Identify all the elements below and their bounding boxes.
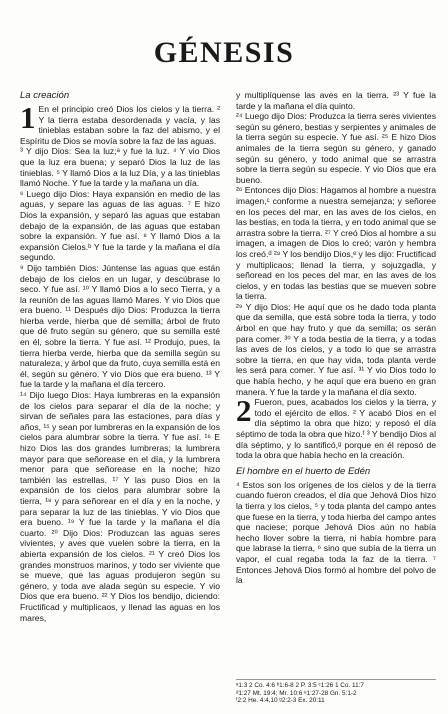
verses-6-8: ⁶ Luego dijo Dios: Haya expansión en medio de las aguas, y separe las aguas de las aguas. ⁷ E hizo Dios la expansión, y separó las aguas que estaban debajo de la expansión, de las aguas que estaban sobre la expansión. Y fue así. ⁸ Y llamó Dios a la expansión Cielos.ᵇ Y fue la tarde y la mañana el día segundo. — [20, 188, 220, 263]
verse-1-2: En el principio creó Dios los cielos y la tierra. ² Y la tierra estaba desordenada y vacía, y las tinieblas estaban sobre la faz del abismo, y el Espíritu de Dios se movía sobre la faz de las aguas. — [20, 104, 220, 146]
chapter-number-2: 2 — [236, 393, 252, 429]
footnote-line: ᵃ1:3 2 Co. 4:6 ᵇ1:6-8 2 P. 3:5 ᶜ1:26 1 Co. 11:7 — [236, 682, 364, 689]
section-heading-eden: El hombre en el huerto de Edén — [236, 465, 371, 477]
verses-24-25: ²⁴ Luego dijo Dios: Produzca la tierra seres vivientes según su género, bestias y serpientes y animales de la tierra según su especie. Y fue así. ²⁵ E hizo Dios animales de la tierra según su género, y ganado según su género, y todo animal que se arrastra sobre la tierra según su especie. Y vio Dios que era bueno. — [236, 111, 436, 185]
verses-9-13: ⁹ Dijo también Dios: Júntense las aguas que están debajo de los cielos en un lugar, y descúbrase lo seco. Y fue así. ¹⁰ Y llamó Dios a lo seco Tierra, y a la reunión de las aguas llamó Mares. Y vio Dios que era bueno. ¹¹ Después dijo Dios: Produzca la tierra hierba verde, hierba que dé semilla; árbol de fruto que dé fruto según su género, que su semilla esté en él, sobre la tierra. Y fue así. ¹² Produjo, pues, la tierra hierba verde, hierba que da semilla según su naturaleza, y árbol que da fruto, cuya semilla está en él, según su género. Y vio Dios que era bueno. ¹³ Y fue la tarde y la mañana el día tercero. — [20, 262, 220, 390]
verses-3-5: ³ Y dijo Dios: Sea la luz;ᵃ y fue la luz. ⁴ Y vio Dios que la luz era buena; y separó Dios la luz de las tinieblas. ⁵ Y llamó Dios a la luz Día, y a las tinieblas llamó Noche. Y fue la tarde y la mañana un día. — [20, 146, 220, 189]
footnotes — [236, 682, 436, 705]
chapter-number-1: 1 — [20, 100, 36, 135]
verses-2-4-7: ⁴ Estos son los orígenes de los cielos y de la tierra cuando fueron creados, el día que Jehová Dios hizo la tierra y los cielos, ⁵ y toda planta del campo antes que fuese en la tierra, y toda hierba del campo antes que naciese; porque Jehová Dios aún no había hecho llover sobre la tierra, ni había hombre para que labrase la tierra, ⁶ sino que subía de la tierra un vapor, el cual regaba toda la faz de la tierra. ⁷ Entonces Jehová Dios formó al hombre del polvo de la — [236, 479, 436, 586]
verses-22-23: y multiplíquense las aves en la tierra. ²³ Y fue la tarde y la mañana el día quinto. — [236, 90, 436, 111]
footnote-divider — [236, 679, 436, 680]
verses-29-31: ²⁹ Y dijo Dios: He aquí que os he dado toda planta que da semilla, que está sobre toda la tierra, y todo árbol en que hay fruto y que da semilla; os serán para comer. ³⁰ Y a toda bestia de la tierra, y a todas las aves de los cielos, y a todo lo que se arrastra sobre la tierra, en que hay vida, toda planta verde les será para comer. Y fue así. ³¹ Y vio Dios todo lo que había hecho, y he aquí que era bueno en gran manera. Y fue la tarde y la mañana el día sexto. — [236, 301, 436, 397]
section-heading-creation: La creación — [20, 90, 70, 101]
right-column — [236, 90, 436, 586]
footnote-line: ᶠ2:2 He. 4:4,10 ᵍ2:2-3 Ex. 20:11 — [236, 697, 325, 705]
verses-14-22: ¹⁴ Dijo luego Dios: Haya lumbreras en la expansión de los cielos para separar el día de la noche; y sirvan de señales para las estaciones, para días y años, ¹⁵ y sean por lumbreras en la expansión de los cielos para alumbrar sobre la tierra. Y fue así. ¹⁶ E hizo Dios las dos grandes lumbreras; la lumbrera mayor para que señorease en el día, y la lumbrera menor para que señorease en la noche; hizo también las estrellas. ¹⁷ Y las puso Dios en la expansión de los cielos para alumbrar sobre la tierra, ¹⁸ y para señorear en el día y en la noche, y para separar la luz de las tinieblas. Y vio Dios que era bueno. ¹⁹ Y fue la tarde y la mañana el día cuarto. ²⁰ Dijo Dios: Produzcan las aguas seres vivientes, y aves que vuelen sobre la tierra, en la abierta expansión de los cielos. ²¹ Y creó Dios los grandes monstruos marinos, y todo ser viviente que se mueve, que las aguas produjeron según su género, y toda ave alada según su especie. Y vio Dios que era bueno. ²² Y Dios los bendijo, diciendo: Fructificad y multiplicaos, y llenad las aguas en los mares, — [20, 390, 220, 623]
left-column — [20, 90, 220, 623]
book-title: GÉNESIS — [153, 36, 295, 69]
chapter-2-text — [236, 393, 436, 461]
chapter-1-text — [20, 100, 220, 146]
verses-26-28: ²⁶ Entonces dijo Dios: Hagamos al hombre a nuestra imagen,ᶜ conforme a nuestra semejanza; y señoree en los peces del mar, en las aves de los cielos, en las bestias, en toda la tierra, y en todo animal que se arrastra sobre la tierra. ²⁷ Y creó Dios al hombre a su imagen, a imagen de Dios lo creó; varón y hembra los creó.ᵈ ²⁸ Y los bendijo Dios,ᵉ y les dijo: Fructificad y multiplicaos; llenad la tierra, y sojuzgadla, y señoread en los peces del mar, en las aves de los cielos, y en todas las bestias que se mueven sobre la tierra. — [236, 185, 436, 302]
verses-2-1-3: Fueron, pues, acabados los cielos y la tierra, y todo el ejército de ellos. ² Y acabó Dios en el día séptimo la obra que hizo; y reposó el día séptimo de toda la obra que hizo.ᶠ ³ Y bendijo Dios al día séptimo, y lo santificó,ᵍ porque en él reposó de toda la obra que había hecho en la creación. — [236, 397, 436, 461]
footnote-line: ᵈ1:27 Mt. 19:4; Mr. 10:6 ᵉ1:27-28 Gn. 5:1-2 — [236, 689, 357, 697]
